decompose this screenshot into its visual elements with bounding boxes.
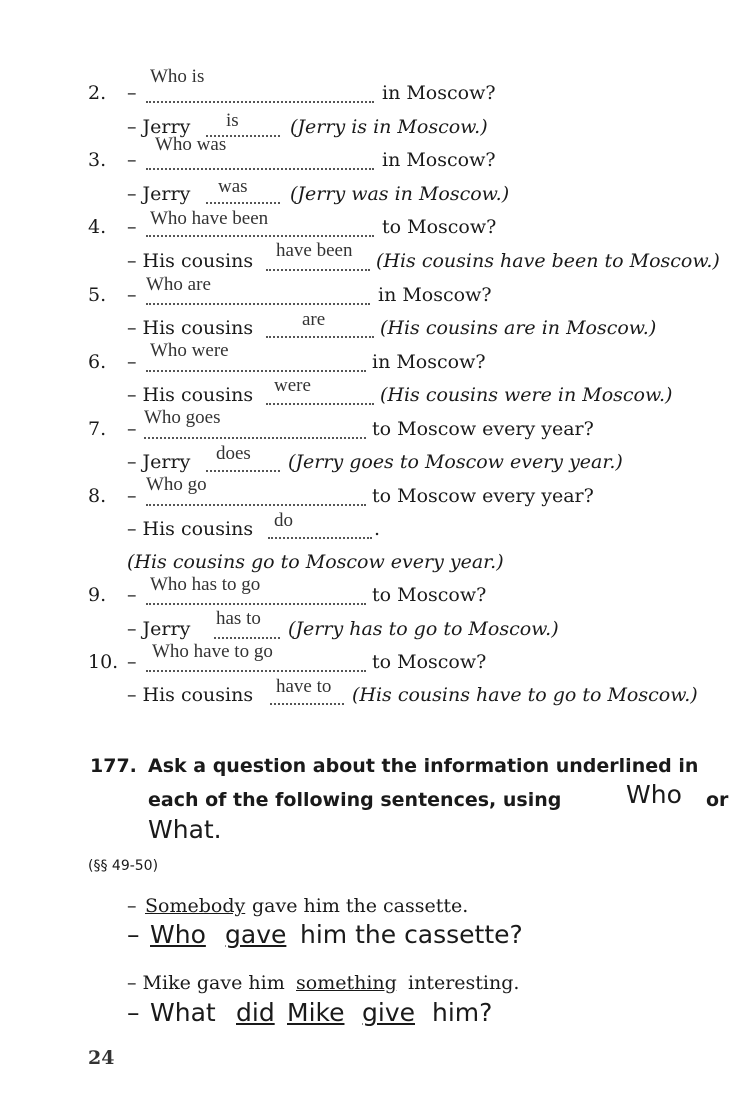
handwritten-answer: have to bbox=[276, 676, 332, 697]
full-answer: (His cousins have been to Moscow.) bbox=[376, 250, 720, 272]
dash: – bbox=[127, 216, 137, 238]
blank-line bbox=[270, 702, 344, 705]
word-or: or bbox=[706, 789, 729, 811]
answer-dash: – bbox=[127, 998, 140, 1027]
sentence-rest: interesting. bbox=[408, 972, 520, 994]
blank-line bbox=[146, 503, 366, 506]
question-suffix: to Moscow every year? bbox=[372, 418, 594, 440]
instruction-line-1: Ask a question about the information underlined in bbox=[148, 755, 699, 777]
answer-word: did bbox=[236, 998, 275, 1027]
item-number: 3. bbox=[88, 149, 107, 171]
answer-prefix: – Jerry bbox=[127, 451, 191, 473]
handwritten-question: Who have been bbox=[150, 208, 269, 229]
question-suffix: to Moscow? bbox=[372, 584, 487, 606]
handwritten-answer: do bbox=[274, 510, 293, 531]
question-suffix: to Moscow? bbox=[382, 216, 497, 238]
blank-line bbox=[146, 100, 374, 103]
full-answer: (Jerry has to go to Moscow.) bbox=[288, 618, 559, 640]
handwritten-question: Who is bbox=[150, 66, 205, 87]
question-suffix: in Moscow? bbox=[372, 351, 486, 373]
item-number: 4. bbox=[88, 216, 107, 238]
word-who: Who bbox=[626, 780, 682, 809]
item-number: 2. bbox=[88, 82, 107, 104]
question-suffix: to Moscow every year? bbox=[372, 485, 594, 507]
answer-prefix: – His cousins bbox=[127, 384, 254, 406]
page-number: 24 bbox=[88, 1047, 115, 1069]
question-suffix: in Moscow? bbox=[382, 82, 496, 104]
question-suffix: to Moscow? bbox=[372, 651, 487, 673]
dash: – bbox=[127, 82, 137, 104]
word-what: What. bbox=[148, 815, 222, 844]
handwritten-answer: have been bbox=[276, 240, 353, 261]
blank-line bbox=[146, 234, 374, 237]
dash: – bbox=[127, 485, 137, 507]
answer-rest: him the cassette? bbox=[300, 920, 523, 949]
item-number: 10. bbox=[88, 651, 119, 673]
blank-line bbox=[146, 602, 366, 605]
full-answer: (His cousins are in Moscow.) bbox=[380, 317, 657, 339]
blank-line bbox=[206, 201, 280, 204]
period: . bbox=[374, 518, 381, 540]
handwritten-answer: was bbox=[218, 176, 248, 197]
blank-line bbox=[146, 167, 374, 170]
handwritten-answer: are bbox=[302, 309, 326, 330]
item-number: 8. bbox=[88, 485, 107, 507]
full-answer: (His cousins were in Moscow.) bbox=[380, 384, 673, 406]
answer-rest: him? bbox=[432, 998, 493, 1027]
answer-word: gave bbox=[225, 920, 287, 949]
blank-line bbox=[214, 636, 280, 639]
dash: – bbox=[127, 651, 137, 673]
question-suffix: in Moscow? bbox=[378, 284, 492, 306]
blank-line bbox=[266, 335, 374, 338]
blank-line bbox=[146, 669, 366, 672]
blank-line bbox=[266, 402, 374, 405]
full-answer: (Jerry was in Moscow.) bbox=[290, 183, 510, 205]
answer-prefix: – His cousins bbox=[127, 684, 254, 706]
dash: – bbox=[127, 418, 137, 440]
question-suffix: in Moscow? bbox=[382, 149, 496, 171]
answer-prefix: – Jerry bbox=[127, 618, 191, 640]
item-number: 6. bbox=[88, 351, 107, 373]
blank-line bbox=[206, 469, 280, 472]
sentence-text: – Mike gave him bbox=[127, 972, 285, 994]
blank-line bbox=[146, 302, 370, 305]
handwritten-answer: were bbox=[274, 375, 311, 396]
item-number: 9. bbox=[88, 584, 107, 606]
handwritten-answer: does bbox=[216, 443, 251, 464]
blank-line bbox=[144, 436, 366, 439]
underlined-word: Somebody bbox=[145, 895, 246, 917]
blank-line bbox=[268, 536, 372, 539]
blank-line bbox=[266, 268, 370, 271]
handwritten-question: Who have to go bbox=[152, 641, 273, 662]
handwritten-answer: is bbox=[226, 110, 239, 131]
handwritten-question: Who go bbox=[146, 474, 207, 495]
section-reference: (§§ 49-50) bbox=[88, 858, 159, 874]
answer-prefix: – Jerry bbox=[127, 116, 191, 138]
answer-prefix: – His cousins bbox=[127, 250, 254, 272]
answer-word: Who bbox=[150, 920, 206, 949]
answer-prefix: – His cousins bbox=[127, 317, 254, 339]
sentence-rest: gave him the cassette. bbox=[252, 895, 469, 917]
handwritten-question: Who were bbox=[150, 340, 229, 361]
handwritten-question: Who was bbox=[155, 134, 227, 155]
full-answer: (His cousins have to go to Moscow.) bbox=[352, 684, 698, 706]
underlined-word: something bbox=[296, 972, 397, 994]
handwritten-answer: has to bbox=[216, 608, 261, 629]
dash: – bbox=[127, 284, 137, 306]
dash: – bbox=[127, 351, 137, 373]
full-answer: (Jerry goes to Moscow every year.) bbox=[288, 451, 623, 473]
answer-dash: – bbox=[127, 920, 140, 949]
dash: – bbox=[127, 149, 137, 171]
instruction-line-2: each of the following sentences, using bbox=[148, 789, 562, 811]
dash: – bbox=[127, 895, 137, 917]
answer-prefix: – His cousins bbox=[127, 518, 254, 540]
answer-prefix: – Jerry bbox=[127, 183, 191, 205]
exercise-number: 177. bbox=[90, 755, 137, 777]
full-answer: (Jerry is in Moscow.) bbox=[290, 116, 488, 138]
item-number: 5. bbox=[88, 284, 107, 306]
handwritten-question: Who are bbox=[146, 274, 211, 295]
blank-line bbox=[146, 369, 366, 372]
handwritten-question: Who has to go bbox=[150, 574, 261, 595]
item-number: 7. bbox=[88, 418, 107, 440]
answer-word: give bbox=[362, 998, 415, 1027]
handwritten-question: Who goes bbox=[144, 407, 221, 428]
full-answer: (His cousins go to Moscow every year.) bbox=[127, 551, 504, 573]
answer-word: What bbox=[150, 998, 216, 1027]
dash: – bbox=[127, 584, 137, 606]
answer-word: Mike bbox=[287, 998, 345, 1027]
